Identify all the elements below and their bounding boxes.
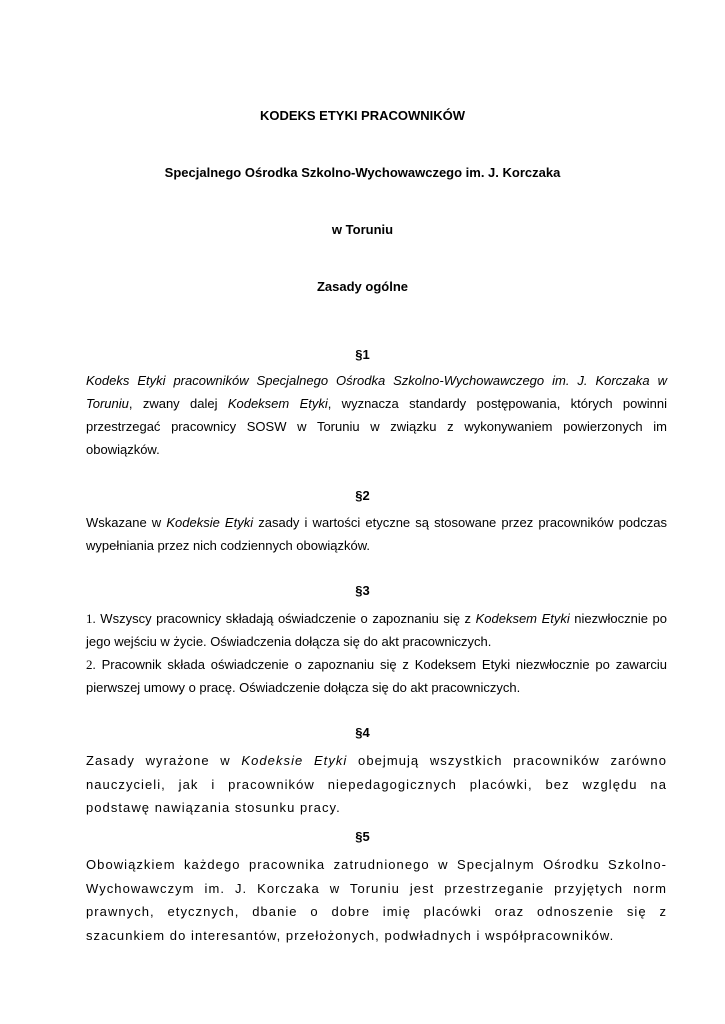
italic-phrase: Kodeksem Etyki [227, 396, 328, 411]
paragraph-sign-2: §2 [355, 488, 370, 503]
document-subtitle: Specjalnego Ośrodka Szkolno-Wychowawczego im. J. Korczaka [164, 165, 561, 180]
section-heading: Zasady ogólne [316, 279, 409, 294]
paragraph-5-text: Obowiązkiem każdego pracownika zatrudnionego w Specjalnym Ośrodku Szkolno-Wychowawczym im. J. Korczaka w Toruniu jest przestrzeganie przyjętych norm prawnych, etycznych, dbanie o dobre imię placówki oraz odnoszenie się z szacunkiem do interesantów, przełożonych, podwładnych i współpracowników. [86, 857, 667, 943]
paragraph-sign-1: §1 [355, 347, 370, 362]
paragraph-sign-3: §3 [355, 583, 370, 598]
italic-phrase: Kodeksie Etyki [241, 753, 348, 768]
document-title: KODEKS ETYKI PRACOWNIKÓW [259, 108, 466, 123]
document-location: w Toruniu [331, 222, 394, 237]
paragraph-sign-5: §5 [355, 829, 370, 844]
paragraph-sign-4: §4 [355, 725, 370, 740]
paragraph-1-text: Kodeks Etyki pracowników Specjalnego Ośrodka Szkolno-Wychowawczego im. J. Korczaka w Toruniu, zwany dalej Kodeksem Etyki, wyznacza standardy postępowania, których powinni przestrzegać pracownicy SOSW w Toruniu w związku z wykonywaniem powierzonych im obowiązków. [86, 373, 667, 457]
paragraph-3-item-2: 2. Pracownik składa oświadczenie o zapoznaniu się z Kodeksem Etyki niezwłocznie po zawarciu pierwszej umowy o pracę. Oświadczenie dołącza się do akt pracowniczych. [86, 657, 667, 695]
italic-phrase: Kodeksie Etyki [166, 515, 254, 530]
italic-phrase: Kodeks Etyki pracowników Specjalnego Ośrodka Szkolno-Wychowawczego im. J. Korczaka w Toruniu [86, 373, 667, 411]
list-number: 2. [86, 657, 96, 672]
paragraph-3-item-1: 1. Wszyscy pracownicy składają oświadczenie o zapoznaniu się z Kodeksem Etyki niezwłocznie po jego wejściu w życie. Oświadczenia dołącza się do akt pracowniczych. [86, 611, 668, 649]
list-number: 1. [86, 611, 96, 626]
italic-phrase: Kodeksem Etyki [475, 611, 570, 626]
paragraph-2-text: Wskazane w Kodeksie Etyki zasady i wartości etyczne są stosowane przez pracowników podczas wypełniania przez nich codziennych obowiązków. [86, 515, 667, 553]
paragraph-4-text: Zasady wyrażone w Kodeksie Etyki obejmują wszystkich pracowników zarówno nauczycieli, jak i pracowników niepedagogicznych placówki, bez względu na podstawę nawiązania stosunku pracy. [86, 753, 667, 815]
